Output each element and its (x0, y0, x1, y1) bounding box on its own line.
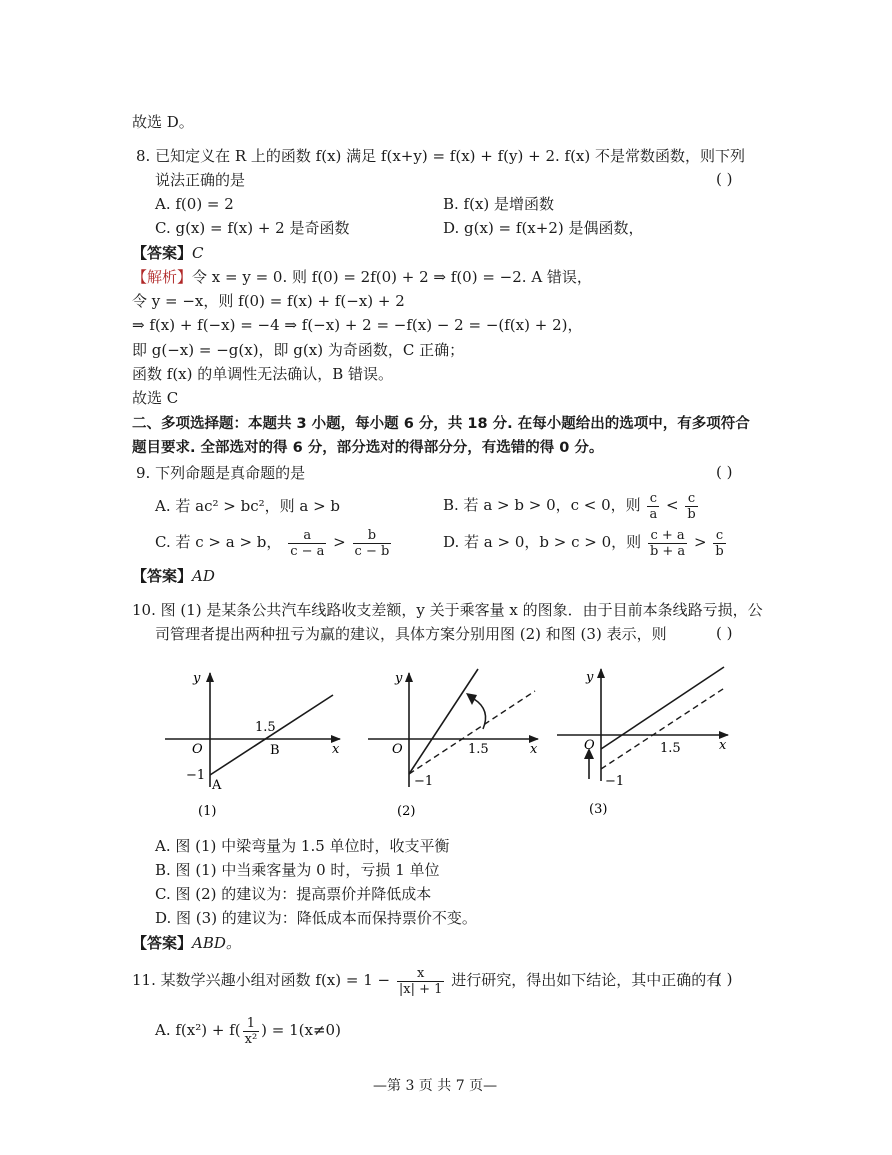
section2-header-line1: 二、多项选择题：本题共 3 小题，每小题 6 分，共 18 分. 在每小题给出的选项中，有多项符合 (132, 416, 750, 432)
origin-label: O (192, 742, 203, 757)
figure-2-caption: (2) (397, 804, 416, 819)
figure-2-graph (368, 669, 538, 819)
x-axis-label: x (332, 742, 340, 757)
denominator: x² (244, 1031, 258, 1047)
numerator: c (647, 491, 659, 507)
figure-1-graph (165, 671, 340, 819)
tick-1-5: 1.5 (468, 742, 489, 757)
q8-option-d: D. g(x) = f(x+2) 是偶函数， (443, 219, 644, 237)
q9-option-c (155, 524, 393, 560)
answer-value: C (192, 244, 204, 262)
denominator: c − b (354, 543, 390, 559)
answer-tag: 【答案】 (132, 567, 193, 585)
figure-1-caption: (1) (198, 804, 217, 819)
q11-option-a-text: A. f(x²) + f( (155, 1021, 241, 1039)
analysis-tag: 【解析】 (132, 268, 193, 286)
q8-analysis-line3: ⇒ f(x) + f(−x) = −4 ⇒ f(−x) + 2 = −f(x) − 2 = −(f(x) + 2)， (132, 316, 583, 334)
relation-sign: > (693, 533, 707, 551)
original-line-dashed (601, 687, 726, 769)
fraction (647, 491, 659, 522)
q10-answer-blank: ( ) (716, 624, 733, 642)
figure-3-caption: (3) (589, 802, 608, 817)
fraction (648, 528, 687, 559)
q8-analysis-line5: 函数 f(x) 的单调性无法确认，B 错误。 (132, 365, 394, 383)
page-footer: —第 3 页 共 7 页— (373, 1078, 498, 1094)
q10-option-a: A. 图 (1) 中梁弯量为 1.5 单位时，收支平衡 (155, 837, 450, 855)
point-b-label: B (270, 743, 280, 758)
q9-answer (132, 566, 215, 586)
q8-stem-line1: 8. 已知定义在 R 上的函数 f(x) 满足 f(x+y) = f(x) + f(y) + 2. f(x) 不是常数函数，则下列 (136, 147, 746, 165)
tick-minus-1: −1 (605, 774, 625, 789)
relation-sign: > (333, 533, 346, 551)
q10-stem-line2: 司管理者提出两种扭亏为赢的建议，具体方案分别用图 (2) 和图 (3) 表示，则 (155, 625, 667, 643)
analysis-text: 令 x = y = 0. 则 f(0) = 2f(0) + 2 ⇒ f(0) = −2. A 错误， (192, 268, 592, 286)
q10-stem-line1: 10. 图 (1) 是某条公共汽车线路收支差额，y 关于乘客量 x 的图象．由于目前本条线路亏损，公 (132, 601, 763, 619)
tick-1-5: 1.5 (660, 741, 681, 756)
numerator: c (713, 528, 725, 544)
denominator: b (715, 543, 724, 559)
answer-tag: 【答案】 (132, 934, 193, 952)
prev-conclusion: 故选 D。 (132, 113, 194, 131)
q9-option-b (443, 487, 700, 523)
fraction (353, 528, 392, 559)
denominator: c − a (290, 543, 325, 559)
numerator: c (685, 491, 697, 507)
denominator: a (649, 506, 658, 522)
tick-minus-1: −1 (414, 774, 434, 789)
section2-header-line2: 题目要求. 全部选对的得 6 分，部分选对的得部分分，有选错的得 0 分。 (132, 440, 604, 456)
numerator: a (288, 528, 326, 544)
new-line (409, 669, 478, 774)
y-axis-label: y (586, 670, 594, 685)
new-line (601, 667, 724, 749)
q8-option-c: C. g(x) = f(x) + 2 是奇函数 (155, 219, 350, 237)
rotation-arc (474, 699, 486, 729)
denominator: b + a (649, 543, 686, 559)
y-axis-label: y (193, 671, 201, 686)
numerator: x (397, 966, 445, 982)
q9-option-d (443, 524, 728, 560)
fraction (243, 1016, 260, 1047)
numerator: b (353, 528, 392, 544)
q9-stem: 9. 下列命题是真命题的是 (136, 464, 306, 482)
q10-option-d: D. 图 (3) 的建议为：降低成本而保持票价不变。 (155, 909, 477, 927)
q9-option-b-text: B. 若 a > b > 0，c < 0，则 (443, 496, 641, 514)
denominator: b (687, 506, 696, 522)
answer-tag: 【答案】 (132, 244, 193, 262)
q9-option-d-text: D. 若 a > 0，b > c > 0，则 (443, 533, 642, 551)
denominator: |x| + 1 (398, 981, 443, 997)
fraction (685, 491, 697, 522)
tick-1-5: 1.5 (255, 720, 276, 735)
q11-option-a-text-end: ) = 1(x≠0) (261, 1021, 341, 1039)
q11-stem (132, 962, 721, 998)
x-axis-label: x (719, 738, 727, 753)
q8-option-b: B. f(x) 是增函数 (443, 195, 555, 213)
q9-option-c-text: C. 若 c > a > b， (155, 533, 282, 551)
answer-value: ABD。 (192, 934, 241, 952)
q11-answer-blank: ( ) (716, 970, 733, 988)
q11-stem-text-end: 进行研究，得出如下结论，其中正确的有 (451, 971, 722, 989)
fraction (397, 966, 445, 997)
origin-label: O (392, 742, 403, 757)
q10-figures (150, 655, 760, 830)
q8-stem-line2: 说法正确的是 (155, 171, 246, 189)
answer-value: AD (192, 567, 215, 585)
q10-answer (132, 933, 241, 953)
figure-3-graph (557, 667, 728, 817)
q8-analysis-line1 (132, 267, 592, 287)
q11-option-a (155, 1012, 341, 1048)
profit-line (210, 695, 333, 775)
origin-label: O (584, 738, 595, 753)
point-a-label: A (212, 778, 222, 793)
q8-option-a: A. f(0) = 2 (155, 195, 234, 213)
q8-answer-blank: ( ) (716, 170, 733, 188)
y-axis-label: y (395, 671, 403, 686)
q8-answer (132, 243, 204, 263)
fraction (288, 528, 326, 559)
x-axis-label: x (530, 742, 538, 757)
q8-analysis-line4: 即 g(−x) = −g(x)，即 g(x) 为奇函数，C 正确； (132, 341, 465, 359)
tick-minus-1: −1 (186, 768, 206, 783)
numerator: 1 (243, 1016, 260, 1032)
fraction (713, 528, 725, 559)
q10-option-c: C. 图 (2) 的建议为：提高票价并降低成本 (155, 885, 432, 903)
q11-stem-text: 11. 某数学兴趣小组对函数 f(x) = 1 − (132, 971, 391, 989)
numerator: c + a (648, 528, 687, 544)
q10-option-b: B. 图 (1) 中当乘客量为 0 时，亏损 1 单位 (155, 861, 440, 879)
q8-analysis-line2: 令 y = −x，则 f(0) = f(x) + f(−x) + 2 (132, 292, 405, 310)
relation-sign: < (666, 496, 679, 514)
q9-option-a: A. 若 ac² > bc²，则 a > b (155, 497, 341, 515)
q8-conclusion: 故选 C (132, 389, 179, 407)
q9-answer-blank: ( ) (716, 463, 733, 481)
